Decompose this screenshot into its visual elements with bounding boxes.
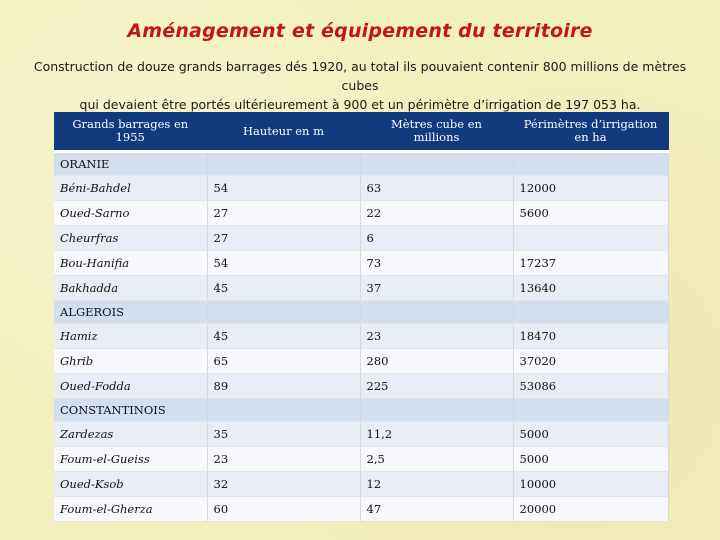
irrigation-cell: 12000 xyxy=(513,176,668,201)
dam-name: Oued-Sarno xyxy=(54,201,207,226)
irrigation-cell: 5000 xyxy=(513,447,668,472)
height-cell: 45 xyxy=(207,276,360,301)
region-label: ALGEROIS xyxy=(54,301,207,324)
dam-name: Béni-Bahdel xyxy=(54,176,207,201)
table-row xyxy=(54,349,668,374)
region-label: CONSTANTINOIS xyxy=(54,399,207,422)
dam-name: Bou-Hanifia xyxy=(54,251,207,276)
dam-name: Hamiz xyxy=(54,324,207,349)
dam-name: Ghrib xyxy=(54,349,207,374)
height-cell: 65 xyxy=(207,349,360,374)
volume-cell: 12 xyxy=(360,472,513,497)
region-empty-cell xyxy=(360,301,513,324)
subtitle-line-1: Construction de douze grands barrages dés 1920, au total ils pouvaient contenir 800 millions de mètres cubes xyxy=(33,59,687,93)
irrigation-cell: 18470 xyxy=(513,324,668,349)
dam-name: Cheurfras xyxy=(54,226,207,251)
slide-title: Aménagement et équipement du territoire xyxy=(127,20,593,42)
volume-cell: 47 xyxy=(360,497,513,522)
irrigation-cell xyxy=(513,226,668,251)
header-irrigation: Périmètres d’irrigation en ha xyxy=(513,112,668,152)
table-row xyxy=(54,422,668,447)
volume-cell: 73 xyxy=(360,251,513,276)
dam-name: Foum-el-Gherza xyxy=(54,497,207,522)
slide-subtitle xyxy=(30,57,690,114)
irrigation-cell: 37020 xyxy=(513,349,668,374)
dam-name: Foum-el-Gueiss xyxy=(54,447,207,472)
irrigation-cell: 20000 xyxy=(513,497,668,522)
subtitle-line-2: qui devaient être portés ultérieurement à 900 et un périmètre d’irrigation de 197 053 ha. xyxy=(79,97,641,112)
volume-cell: 23 xyxy=(360,324,513,349)
table-row xyxy=(54,497,668,522)
table-row xyxy=(54,472,668,497)
volume-cell: 22 xyxy=(360,201,513,226)
irrigation-cell: 5600 xyxy=(513,201,668,226)
volume-cell: 37 xyxy=(360,276,513,301)
region-empty-cell xyxy=(360,152,513,176)
table-header-row xyxy=(54,112,668,152)
region-empty-cell xyxy=(513,152,668,176)
region-empty-cell xyxy=(207,399,360,422)
header-height: Hauteur en m xyxy=(207,112,360,152)
height-cell: 54 xyxy=(207,251,360,276)
dams-table xyxy=(54,112,669,522)
volume-cell: 2,5 xyxy=(360,447,513,472)
dam-name: Zardezas xyxy=(54,422,207,447)
region-empty-cell xyxy=(513,301,668,324)
region-empty-cell xyxy=(513,399,668,422)
region-empty-cell xyxy=(207,301,360,324)
height-cell: 89 xyxy=(207,374,360,399)
height-cell: 23 xyxy=(207,447,360,472)
height-cell: 32 xyxy=(207,472,360,497)
table-row xyxy=(54,226,668,251)
region-empty-cell xyxy=(207,152,360,176)
region-label: ORANIE xyxy=(54,152,207,176)
volume-cell: 63 xyxy=(360,176,513,201)
table-row xyxy=(54,447,668,472)
volume-cell: 11,2 xyxy=(360,422,513,447)
irrigation-cell: 5000 xyxy=(513,422,668,447)
table-row xyxy=(54,201,668,226)
table-row xyxy=(54,324,668,349)
region-row xyxy=(54,152,668,176)
height-cell: 27 xyxy=(207,201,360,226)
table-row xyxy=(54,374,668,399)
volume-cell: 6 xyxy=(360,226,513,251)
region-row xyxy=(54,301,668,324)
irrigation-cell: 13640 xyxy=(513,276,668,301)
volume-cell: 280 xyxy=(360,349,513,374)
volume-cell: 225 xyxy=(360,374,513,399)
irrigation-cell: 10000 xyxy=(513,472,668,497)
irrigation-cell: 53086 xyxy=(513,374,668,399)
height-cell: 54 xyxy=(207,176,360,201)
height-cell: 27 xyxy=(207,226,360,251)
table-row xyxy=(54,251,668,276)
height-cell: 60 xyxy=(207,497,360,522)
height-cell: 35 xyxy=(207,422,360,447)
table-body xyxy=(54,152,668,522)
table-row xyxy=(54,176,668,201)
dam-name: Bakhadda xyxy=(54,276,207,301)
dam-name: Oued-Fodda xyxy=(54,374,207,399)
table-row xyxy=(54,276,668,301)
region-row xyxy=(54,399,668,422)
region-empty-cell xyxy=(360,399,513,422)
height-cell: 45 xyxy=(207,324,360,349)
header-dam: Grands barrages en 1955 xyxy=(54,112,207,152)
dam-name: Oued-Ksob xyxy=(54,472,207,497)
irrigation-cell: 17237 xyxy=(513,251,668,276)
header-volume: Mètres cube en millions xyxy=(360,112,513,152)
